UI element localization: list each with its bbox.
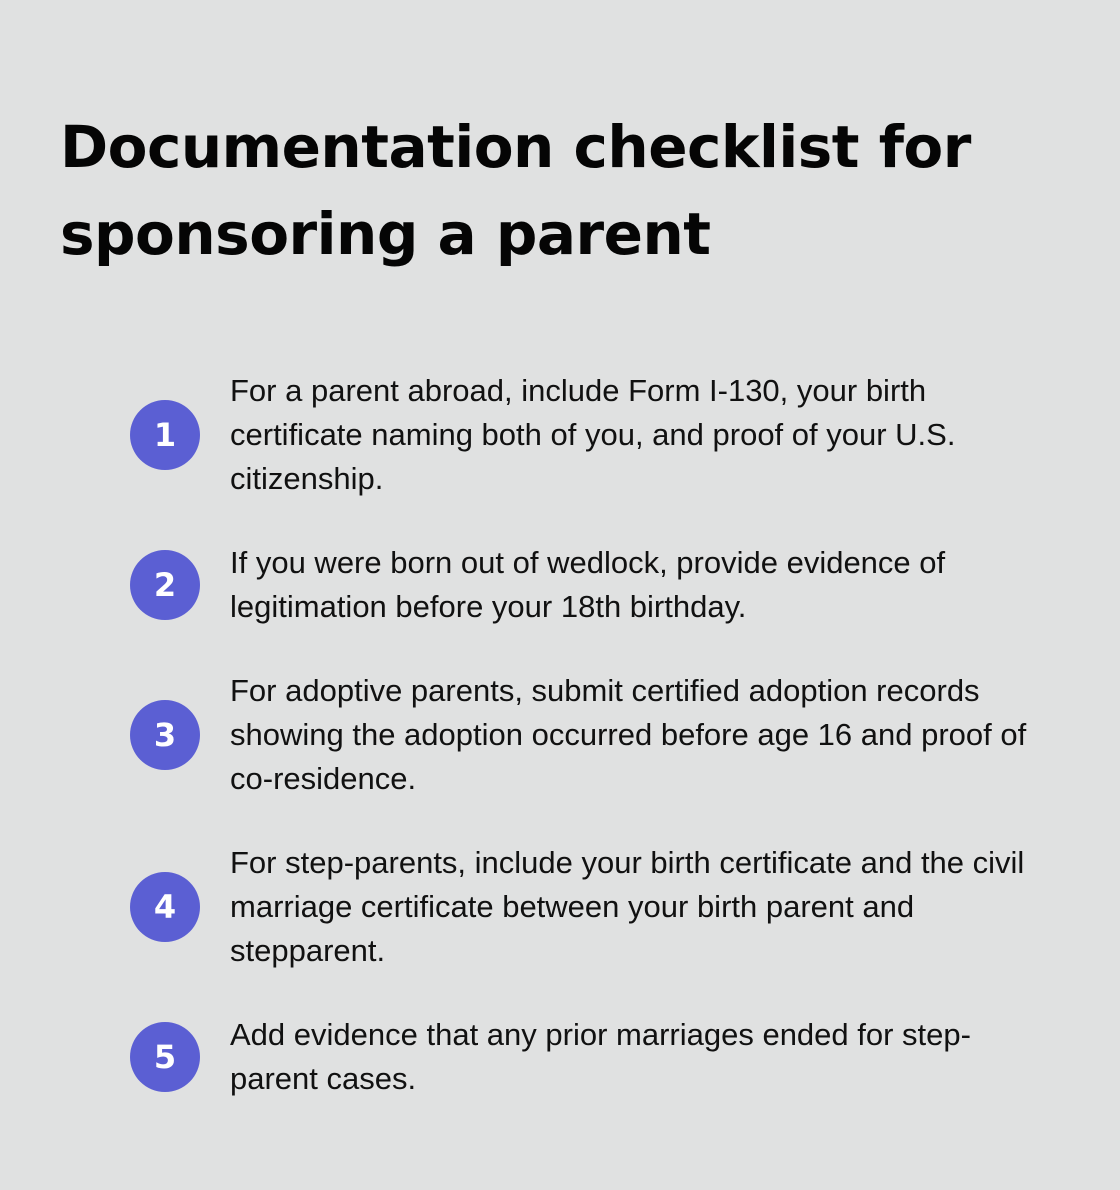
step-number-badge: 5 xyxy=(130,1022,200,1092)
list-item-text: For a parent abroad, include Form I-130, your birth certificate naming both of you, and proof of your U.S. citizenship. xyxy=(230,373,956,496)
step-number-badge: 4 xyxy=(130,872,200,942)
step-number-badge: 1 xyxy=(130,400,200,470)
list-item-text: Add evidence that any prior marriages ended for step-parent cases. xyxy=(230,1017,971,1096)
step-number-badge: 3 xyxy=(130,700,200,770)
page-title: Documentation checklist for sponsoring a parent xyxy=(60,113,971,268)
list-item-text: For step-parents, include your birth certificate and the civil marriage certificate between your birth parent and stepparent. xyxy=(230,845,1025,968)
list-item-text: If you were born out of wedlock, provide evidence of legitimation before your 18th birthday. xyxy=(230,545,946,624)
list-item-text: For adoptive parents, submit certified adoption records showing the adoption occurred before age 16 and proof of co-residence. xyxy=(230,673,1027,796)
step-number-badge: 2 xyxy=(130,550,200,620)
